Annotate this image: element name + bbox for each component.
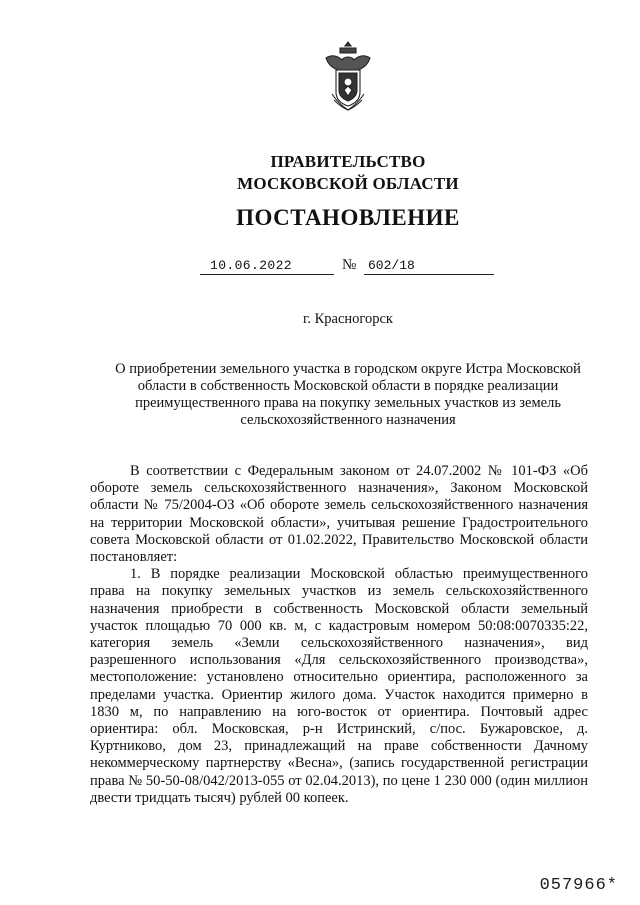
number-underline xyxy=(364,274,494,275)
document-body xyxy=(90,463,588,807)
document-number: 602/18 xyxy=(368,258,415,273)
serial-number: 057966* xyxy=(539,876,618,895)
document-date: 10.06.2022 xyxy=(210,258,293,273)
moscow-region-coat-of-arms-icon xyxy=(322,40,374,114)
item-1-paragraph: 1. В порядке реализации Московской областью преимущественного права на покупку земельных участков из земель сельскохозяйственного назначения приобрести в собственность Московской области земельный участок площадью 70 000 кв. м, с кадастровым номером 50:08:0070335:22, категория земель «Земли сельскохозяйственного назначения», вид разрешенного использования «Для сельскохозяйственного производства», местоположение: установлено относительно ориентира, расположенного за пределами участка. Ориентир жилого дома. Участок находится примерно в 1830 м, по направлению на юго-восток от ориентира. Почтовый адрес ориентира: обл. Московская, р-н Истринский, с/пос. Бужаровское, д. Куртниково, дом 23, принадлежащий на праве собственности Дачному некоммерческому партнерству «Весна», (запись государственной регистрации права № 50-50-08/042/2013-055 от 02.04.2013), по цене 1 230 000 (один миллион двести тридцать тысяч) рублей 00 копеек. xyxy=(90,566,588,806)
preamble-paragraph: В соответствии с Федеральным законом от 24.07.2002 № 101-ФЗ «Об обороте земель сельскохозяйственного назначения», Законом Московской области № 75/2004-ОЗ «Об обороте земель сельскохозяйственного назначения на территории Московской области», учитывая решение Градостроительного совета Московской области от 01.02.2022, Правительство Московской области постановляет: xyxy=(90,463,588,566)
number-sign: № xyxy=(342,257,357,273)
organization-name-line2: МОСКОВСКОЙ ОБЛАСТИ xyxy=(237,174,459,193)
date-underline xyxy=(200,274,334,275)
issue-city: г. Красногорск xyxy=(303,311,393,327)
document-title: О приобретении земельного участка в городском округе Истра Московской области в собственность Московской области в порядке реализации преимущественного права на покупку земельных участков из земель сельскохозяйственного назначения xyxy=(115,361,581,428)
document-type-heading: ПОСТАНОВЛЕНИЕ xyxy=(236,205,460,230)
date-number-line xyxy=(200,258,500,280)
organization-name-line1: ПРАВИТЕЛЬСТВО xyxy=(270,152,426,171)
